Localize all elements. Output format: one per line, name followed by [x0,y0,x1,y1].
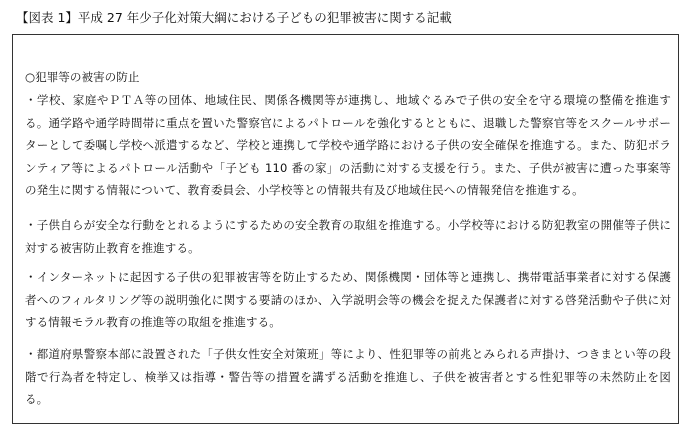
paragraph-4: ・都道府県警察本部に設置された「子供女性安全対策班」等により、性犯罪等の前兆とみられる声掛け、つきまとい等の段階で行為者を特定し、検挙又は指導・警告等の措置を講ずる活動を推進し、子供を被害者とする性犯罪等の未然防止を図る。 [25,347,671,406]
paragraph-3: ・インターネットに起因する子供の犯罪被害等を防止するため、関係機関・団体等と連携し、携帯電話事業者に対する保護者へのフィルタリング等の説明強化に関する要請のほか、入学説明会等の機会を捉えた保護者に対する啓発活動や子供に対する情報モラル教育の推進等の取組を推進する。 [25,270,671,329]
paragraph-2: ・子供自らが安全な行動をとれるようにするための安全教育の取組を推進する。小学校等における防犯教室の開催等子供に対する被害防止教育を推進する。 [25,218,671,255]
content-box [12,34,679,424]
figure-title: 【図表 1】平成 27 年少子化対策大綱における子どもの犯罪被害に関する記載 [16,10,452,25]
section-heading: ○犯罪等の被害の防止 [25,70,140,84]
paragraph-1: ・学校、家庭やＰＴＡ等の団体、地域住民、関係各機関等が連携し、地域ぐるみで子供の安全を守る環境の整備を推進する。通学路や通学時間帯に重点を置いた警察官によるパトロールを強化するとともに、退職した警察官等をスクールサポーターとして委嘱し学校へ派遣するなど、学校と連携して学校や通学路における子供の安全確保を推進する。また、防犯ボランティア等によるパトロール活動や「子ども 110 番の家」の活動に対する支援を行う。また、子供が被害に遭った事案等の発生に関する情報について、教育委員会、小学校等との情報共有及び地域住民への情報発信を推進する。 [25,93,671,197]
